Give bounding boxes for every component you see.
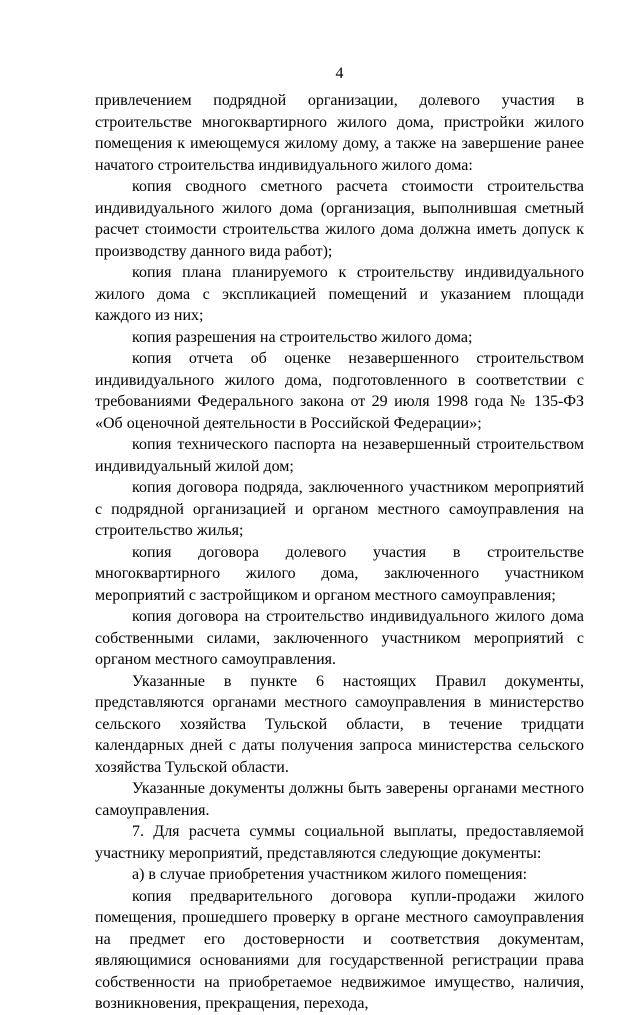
page-number: 4 xyxy=(335,65,344,82)
paragraph: привлечением подрядной организации, долевого участия в строительстве многоквартирного жилого дома, пристройки жилого помещения к имеющемуся жилому дому, а также на завершение ранее начатого строительства индивидуального жилого дома: xyxy=(95,92,584,174)
paragraph: копия договора на строительство индивидуального жилого дома собственными силами, заключенного участником мероприятий с органом местного самоуправления. xyxy=(95,608,584,668)
paragraph: Указанные в пункте 6 настоящих Правил документы, представляются органами местного самоуправления в министерство сельского хозяйства Тульской области, в течение тридцати календарных дней с даты получения запроса министерства сельского хозяйства Тульской области. xyxy=(95,672,584,776)
paragraph: копия договора долевого участия в строительстве многоквартирного жилого дома, заключенного участником мероприятий с застройщиком и органом местного самоуправления; xyxy=(95,543,584,604)
paragraph: а) в случае приобретения участником жилого помещения: xyxy=(132,866,528,883)
paragraph: копия разрешения на строительство жилого дома; xyxy=(132,328,473,346)
paragraph: Указанные документы должны быть заверены органами местного самоуправления. xyxy=(95,780,584,819)
paragraph: копия договора подряда, заключенного участником мероприятий с подрядной организацией и органом местного самоуправления на строительство жилья; xyxy=(95,479,584,539)
paragraph: копия технического паспорта на незавершенный строительством индивидуальный жилой дом; xyxy=(95,436,584,475)
paragraph: копия сводного сметного расчета стоимости строительства индивидуального жилого дома (организация, выполнившая сметный расчет стоимости строительства жилого дома должна иметь допуск к производству данного вида работ); xyxy=(95,178,584,260)
document-body xyxy=(95,90,584,1015)
paragraph: копия отчета об оценке незавершенного строительством индивидуального жилого дома, подготовленного в соответствии с требованиями Федерального закона от 29 июля 1998 года № 135-ФЗ «Об оценочной деятельности в Российской Федерации»; xyxy=(95,350,584,432)
paragraph: копия плана планируемого к строительству индивидуального жилого дома с экспликацией помещений и указанием площади каждого из них; xyxy=(95,264,584,324)
paragraph: копия предварительного договора купли-продажи жилого помещения, прошедшего проверку в органе местного самоуправления на предмет его достоверности и соответствия документам, являющимися основаниями для государственной регистрации права собственности на приобретаемое недвижимое имущество, наличия, возникновения, прекращения, перехода, xyxy=(95,887,584,1012)
paragraph: 7. Для расчета суммы социальной выплаты, предоставляемой участнику мероприятий, представляются следующие документы: xyxy=(95,823,584,862)
